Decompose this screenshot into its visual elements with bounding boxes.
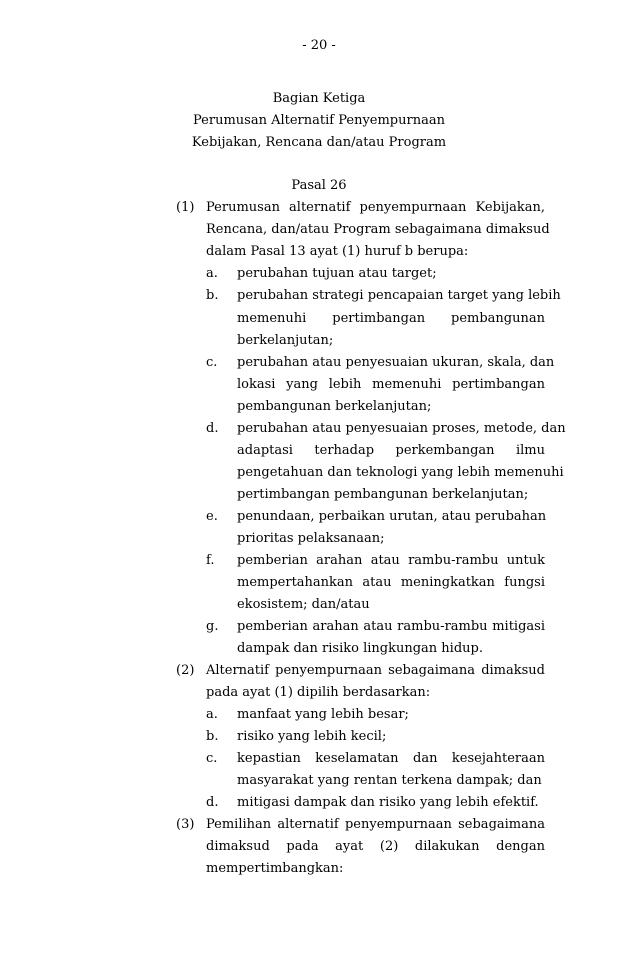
paragraph-text-line: mempertimbangkan:: [206, 861, 344, 876]
paragraph-number: (2): [176, 663, 195, 678]
list-item-letter: d.: [206, 421, 219, 436]
list-item-letter: a.: [206, 266, 218, 281]
list-item-letter: f.: [206, 553, 215, 568]
list-item-letter: c.: [206, 355, 218, 370]
list-item-text-line: pembangunan berkelanjutan;: [237, 399, 432, 414]
section-title-line-1: Perumusan Alternatif Penyempurnaan: [193, 113, 445, 128]
list-item-letter: g.: [206, 619, 219, 634]
list-item-text-line: adaptasi terhadap perkembangan ilmu: [237, 443, 545, 458]
list-item-letter: e.: [206, 509, 218, 524]
paragraph-number: (3): [176, 817, 195, 832]
list-item-text-line: memenuhi pertimbangan pembangunan: [237, 311, 545, 326]
paragraph-text-line: Alternatif penyempurnaan sebagaimana dimaksud: [206, 663, 545, 678]
paragraph-text-line: Perumusan alternatif penyempurnaan Kebijakan,: [206, 200, 545, 215]
paragraph-text-line: dalam Pasal 13 ayat (1) huruf b berupa:: [206, 244, 469, 259]
paragraph-text-line: Pemilihan alternatif penyempurnaan sebagaimana: [206, 817, 545, 832]
paragraph-text-line: dimaksud pada ayat (2) dilakukan dengan: [206, 839, 545, 854]
list-item-text-line: perubahan strategi pencapaian target yang lebih: [237, 288, 561, 303]
list-item-letter: b.: [206, 729, 219, 744]
list-item-text-line: perubahan atau penyesuaian proses, metode, dan: [237, 421, 566, 436]
list-item-text-line: pemberian arahan atau rambu-rambu untuk: [237, 553, 545, 568]
list-item-text-line: kepastian keselamatan dan kesejahteraan: [237, 751, 545, 766]
list-item-text-line: pemberian arahan atau rambu-rambu mitigasi: [237, 619, 545, 634]
list-item-text-line: pengetahuan dan teknologi yang lebih memenuhi: [237, 465, 564, 480]
list-item-text-line: berkelanjutan;: [237, 333, 334, 348]
list-item-letter: c.: [206, 751, 218, 766]
list-item-text-line: penundaan, perbaikan urutan, atau perubahan: [237, 509, 547, 524]
paragraph-text-line: Rencana, dan/atau Program sebagaimana dimaksud: [206, 222, 550, 237]
section-title-line-2: Kebijakan, Rencana dan/atau Program: [191, 135, 447, 150]
list-item-text-line: perubahan tujuan atau target;: [237, 266, 437, 281]
list-item-text-line: mitigasi dampak dan risiko yang lebih efektif.: [237, 795, 539, 810]
list-item-text-line: manfaat yang lebih besar;: [237, 707, 409, 722]
list-item-text-line: mempertahankan atau meningkatkan fungsi: [237, 575, 545, 590]
article-title: Pasal 26: [291, 178, 347, 193]
list-item-letter: d.: [206, 795, 219, 810]
list-item-text-line: perubahan atau penyesuaian ukuran, skala, dan: [237, 355, 555, 370]
list-item-text-line: pertimbangan pembangunan berkelanjutan;: [237, 487, 529, 502]
list-item-text-line: ekosistem; dan/atau: [237, 597, 370, 612]
list-item-text-line: prioritas pelaksanaan;: [237, 531, 385, 546]
list-item-text-line: dampak dan risiko lingkungan hidup.: [237, 641, 483, 656]
list-item-letter: a.: [206, 707, 218, 722]
list-item-text-line: masyarakat yang rentan terkena dampak; dan: [237, 773, 542, 788]
paragraph-text-line: pada ayat (1) dipilih berdasarkan:: [206, 685, 431, 700]
list-item-text-line: risiko yang lebih kecil;: [237, 729, 387, 744]
paragraph-number: (1): [176, 200, 195, 215]
page-number: - 20 -: [302, 38, 336, 53]
list-item-text-line: lokasi yang lebih memenuhi pertimbangan: [237, 377, 545, 392]
list-item-letter: b.: [206, 288, 219, 303]
section-part-heading: Bagian Ketiga: [272, 91, 366, 106]
